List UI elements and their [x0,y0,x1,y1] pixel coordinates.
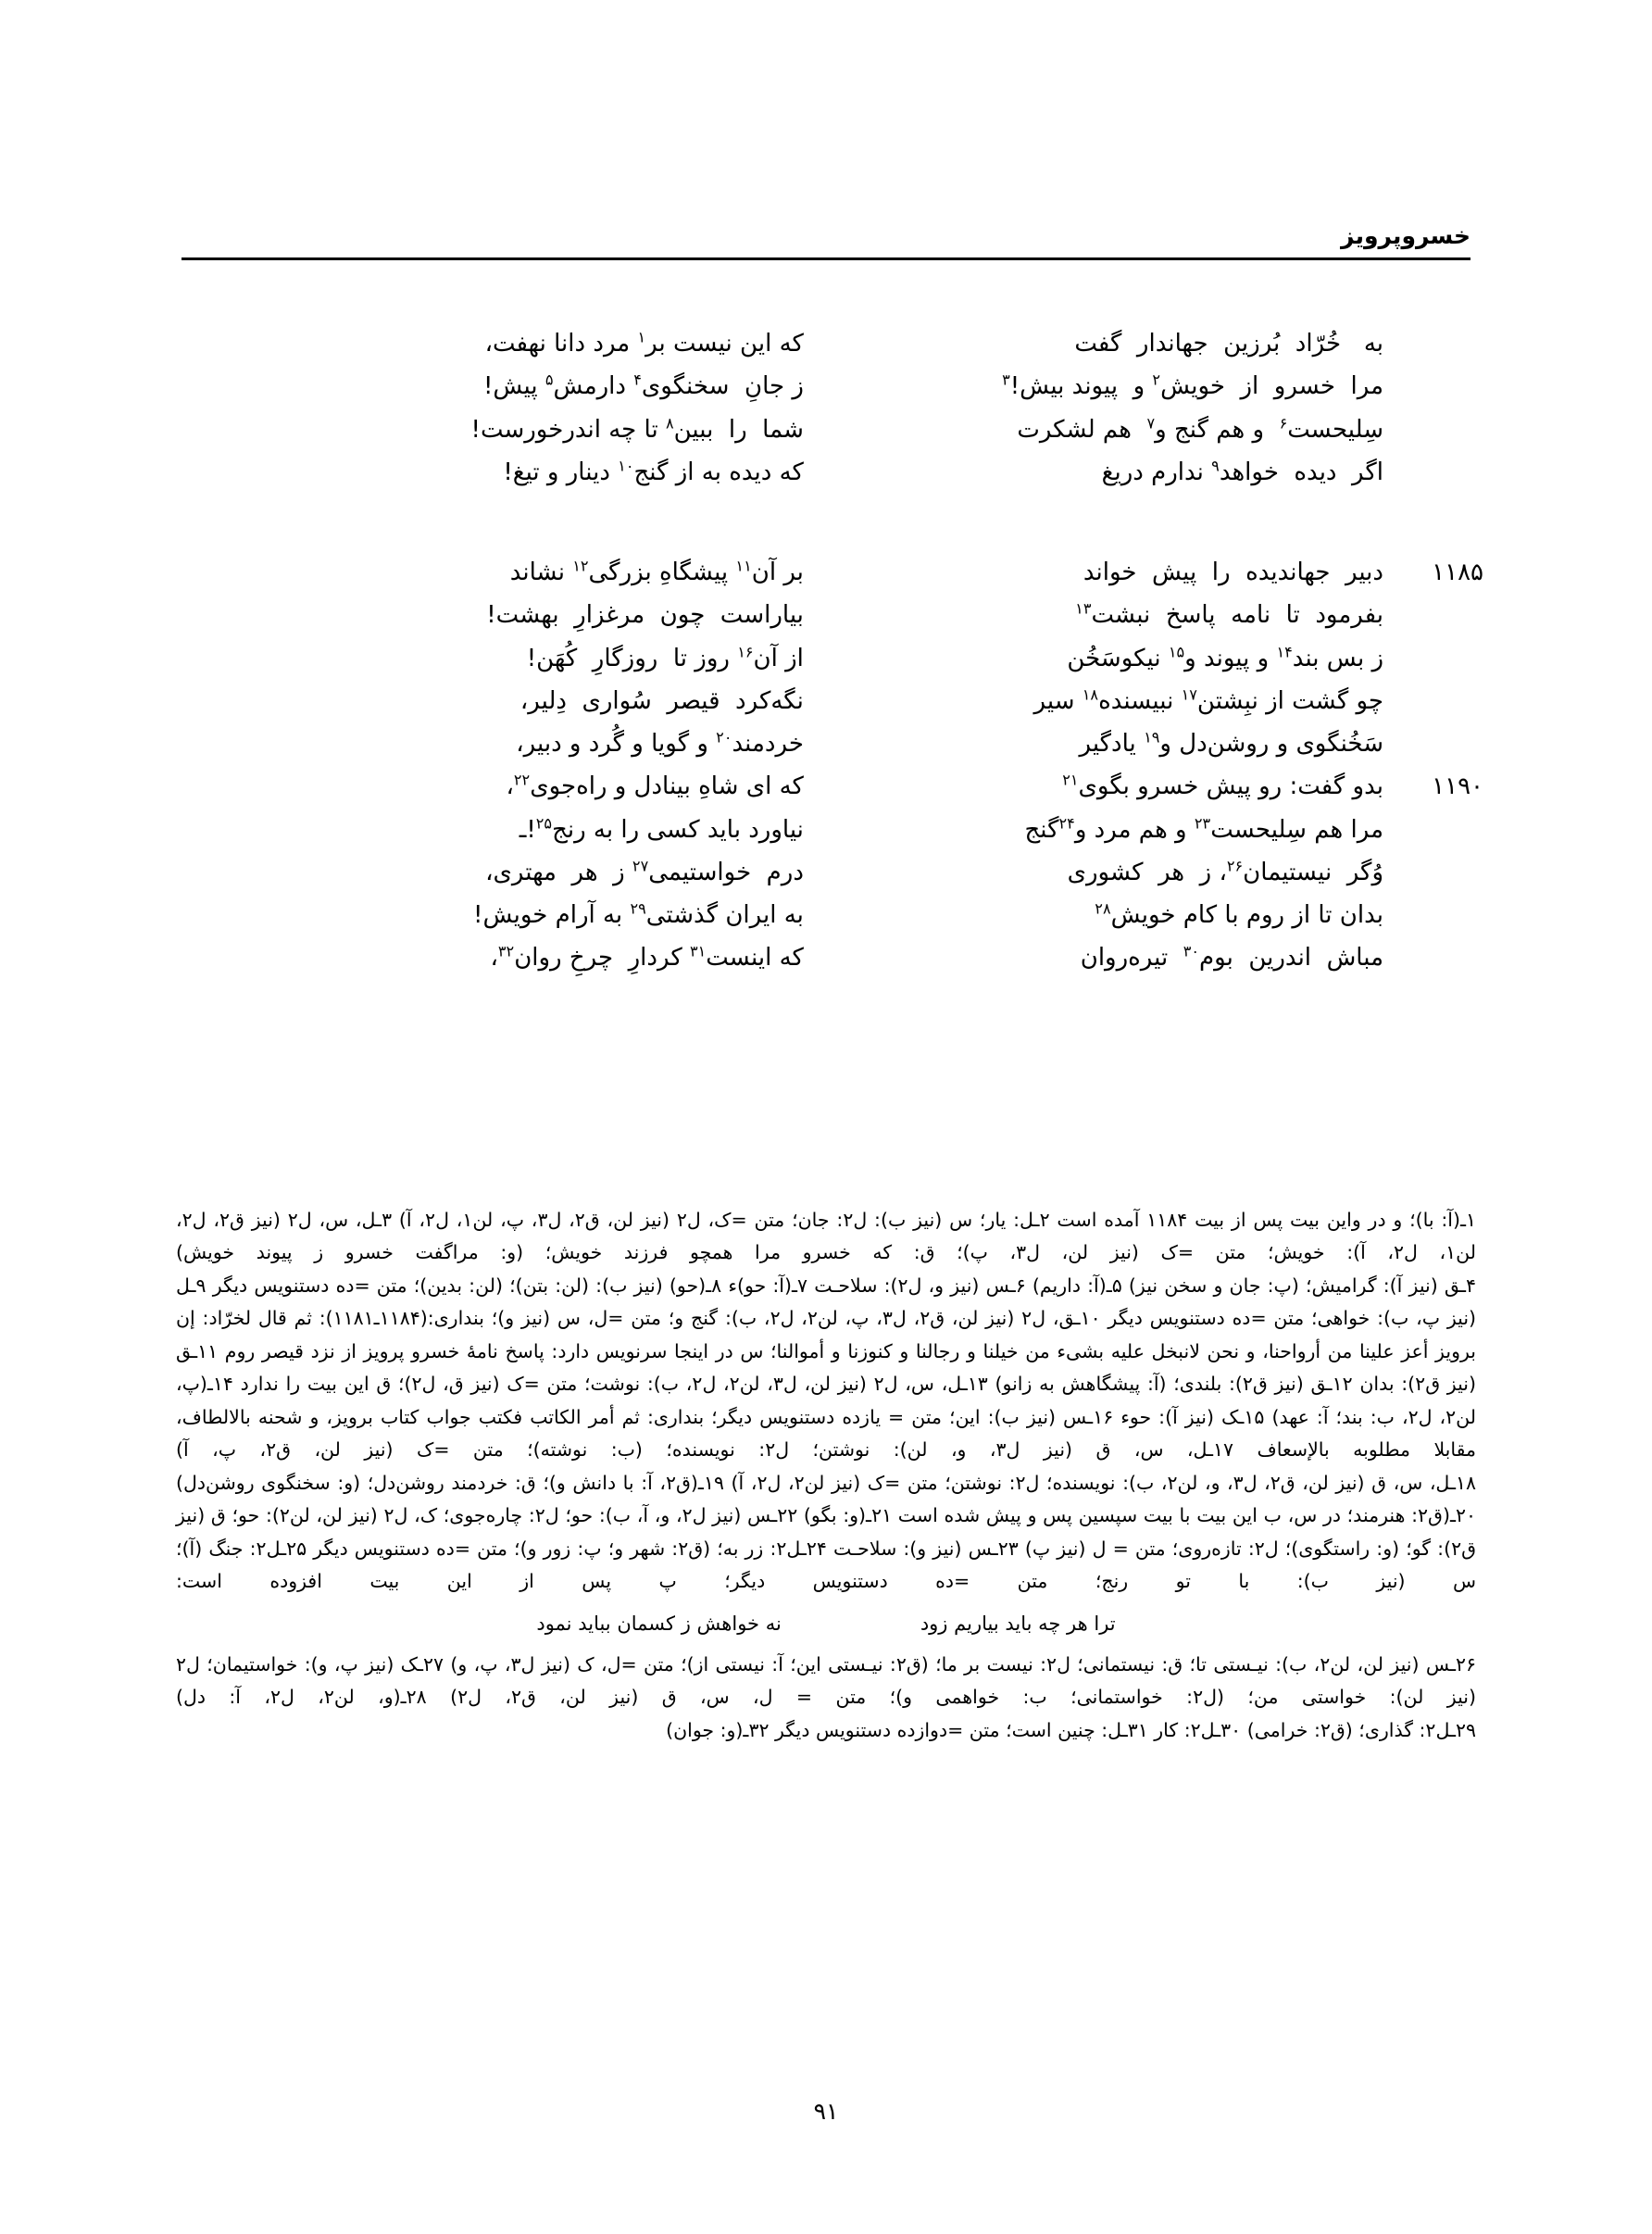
verse-line [848,551,1483,594]
verse-segment: اگر دیده خواهد$^۹$ ندارم دریغ [1101,457,1383,486]
verse-segment: مباش اندرین بوم$^{۳۰}$ تیره‌روان [1080,942,1383,973]
verse-line [848,451,1383,494]
verse-line [848,365,1383,408]
verse-line [269,722,804,765]
verse-line [269,765,804,808]
page-header [181,222,1471,263]
verse-segment: وُگر نیستیمان$^{۲۶}$، ز هر کشوری [1067,857,1383,886]
apparatus-paragraph: ۲۹ـل۲: گذاری؛ (ق۲: خرامی) ۳۰ـل۲: کار ۳۱ـل: چنین است؛ متن =دوازده دستنویس دیگر ۳۲ـ(و: جوان) [666,1718,1476,1741]
quoted-couplet-left: نه خواهش ز کسمان بباید نمود [536,1613,782,1636]
verse-line [269,680,804,722]
verse-segment: که دیده به از گنج$^{۱۰}$ دینار و تیغ! [503,457,804,486]
hemistich-column-right [848,322,1383,494]
verse-line [848,722,1383,765]
verse-segment: که ای شاهِ بینادل و راه‌جوی$^{۲۲}$، [506,771,804,801]
bayt-number: ۱۱۹۰ [1432,772,1483,801]
hemistich-column-right [848,551,1483,980]
verse-area [269,322,1483,1119]
verse-line [269,408,804,451]
verse-line [848,408,1383,451]
quoted-couplet [176,1607,1476,1640]
verse-line [269,594,804,636]
verse-line [269,637,804,680]
verse-line [269,365,804,408]
verse-segment: درم خواستیمی$^{۲۷}$ ز هر مهتری، [485,857,804,886]
verse-line [848,765,1483,808]
verse-segment: بدو گفت: رو پیش خسرو بگوی$^{۲۱}$ [1062,771,1383,801]
hemistich-column-left [269,322,804,494]
bayt-number: ۱۱۸۵ [1432,558,1483,587]
verse-line [269,936,804,979]
verse-segment: بفرمود تا نامه پاسخ نبشت$^{۱۳}$ [1075,599,1383,630]
apparatus-paragraph: ۱۸ـل، س، ق (نیز لن، ق۲، ل۳، و، لن۲، ب): نویسنده؛ ل۲: نوشتن؛ متن =ک (نیز لن۲، ل۲، آ) ۱۹ـ(ق۲، آ: با دانش و)؛ ق: خردمند روشن‌دل؛ (و: سخنگوی روشن‌دل) ۲۰ـ(ق۲: هنرمند؛ در س، ب این بیت با بیت سپسین پس و پیش شده است ۲۱ـ(و: بگو) ۲۲ـس (نیز ل۲، و، آ، ب): حو؛ ل۲: چاره‌جوی؛ ک، ل۲ (نیز لن، لن۲): حو؛ ق (نیز ق۲): گو؛ (و: راستگوی)؛ ل۲: تازه‌روی؛ متن = ل (نیز پ) ۲۳ـس (نیز و): سلاحـت ۲۴ـل۲: زر به؛ (ق۲: شهر و؛ پ: زور و)؛ متن =ده دستنویس دیگر ۲۵ـل۲: جنگ (آ)؛ س (نیز ب): با تو رنج؛ متن =ده دستنویس دیگر؛ پ پس از این بیت افزوده است: [176,1471,1477,1592]
verse-segment: سِلیحست$^۶$ و هم گنج و$^۷$ هم لشکرت [1017,413,1383,444]
verse-line [848,936,1383,979]
verse-segment: دبیر جهاندیده را پیش خواند [1083,558,1383,587]
verse-line [269,809,804,851]
verse-segment: به ایران گذشتی$^{۲۹}$ به آرام خویش! [473,899,804,930]
apparatus-paragraph: ۱ـ(آ: با)؛ و در واین بیت پس از بیت ۱۱۸۴ آمده است ۲ـل: یار؛ س (نیز ب): ل۲: جان؛ متن =ک، ل۲ (نیز لن، ق۲، ل۳، پ، لن۱، ل۲، آ) ۳ـل، س، ل۲ (نیز ق۲، ل۲، لن۱، ل۲، آ): خویش؛ متن =ک (نیز لن، ل۳، پ)؛ ق: که خسرو مرا همچو فرزند خویش؛ (و: مراگفت خسرو ز پیوند خویش) [176,1209,1477,1264]
verse-line [269,322,804,365]
page-number: ۹۱ [813,2098,839,2125]
verse-line [848,322,1383,365]
header-rule [181,257,1471,260]
verse-line [269,894,804,936]
verse-segment: که این نیست بر$^۱$ مرد دانا نهفت، [484,328,804,358]
verse-segment: بیاراست چون مرغزارِ بهشت! [486,601,804,630]
verse-segment: خردمند$^{۲۰}$ و گویا و گُرد و دبیر، [516,728,804,759]
verse-line [848,637,1383,680]
verse-line [848,680,1383,722]
verse-line [269,851,804,894]
verse-segment: که اینست$^{۳۱}$ کردارِ چرخِ روان$^{۳۲}$، [490,942,804,973]
stanza [269,322,1383,494]
verse-segment: از آن$^{۱۶}$ روز تا روزگارِ کُهَن! [526,642,804,672]
running-title: خسروپرویز [1341,222,1471,249]
verse-line [848,809,1383,851]
hemistich-column-left [269,551,804,980]
verse-segment: ز بس بند$^{۱۴}$ و پیوند و$^{۱۵}$ نیکوسَخُن [1067,642,1383,672]
verse-segment: مرا هم سِلیحست$^{۲۳}$ و هم مرد و$^{۲۴}$گنج [1024,814,1383,844]
verse-segment: نگه‌کرد قیصر سُواری دِلیر، [519,686,804,715]
apparatus-criticus [176,1204,1476,1747]
verse-segment: بدان تا از روم با کام خویش$^{۲۸}$ [1095,899,1383,930]
verse-line [269,551,804,594]
verse-segment: ز جانِ سخنگوی$^۴$ دارمش$^۵$ پیش! [482,370,804,401]
stanza [269,551,1483,980]
quoted-couplet-right: ترا هر چه باید بیاریم زود [920,1613,1116,1636]
verse-segment: شما را ببین$^۸$ تا چه اندرخورست! [470,413,804,444]
apparatus-paragraph: ۴ـق (نیز آ): گرامیش؛ (پ: جان و سخن نیز) ۵ـ(آ: داریم) ۶ـس (نیز و، ل۲): سلاحـت ۷ـ(آ: حو)ء ۸ـ(حو) (نیز ب): (لن: بتن)؛ (لن: بدین)؛ متن =ده دستنویس دیگر ۹ـل (نیز پ، ب): خواهی؛ متن =ده دستنویس دیگر ۱۰ـق، ل۲ (نیز لن، ق۲، ل۳، پ، لن۲، ل۲، ب): گنج و؛ متن =ل، س (نیز و)؛ بنداری:(۱۱۸۴ـ۱۱۸۱): ثم قال لخرّاد: إن برویز أعز علینا من أرواحنا، و نحن لانبخل علیه بشیء من خیلنا و رجالنا و کنوزنا و أموالنا؛ س در اینجا سرنویس دارد: پاسخ نامهٔ خسرو پرویز از نزد قیصر روم ۱۱ـق (نیز ق۲): بدان ۱۲ـق (نیز ق۲): بلندی؛ (آ: پیشگاهش به زانو) ۱۳ـل، س، ل۲ (نیز لن، ل۳، لن۲، ل۲، ب): نوشت؛ متن =ک (نیز ق، ل۲)؛ ق این بیت را ندارد ۱۴ـ(پ، لن۲، ل۲، ب: بند؛ آ: عهد) ۱۵ـک (نیز آ): حوء ۱۶ـس (نیز ب): این؛ متن = یازده دستنویس دیگر؛ بنداری: ثم أمر الکاتب فکتب جواب کتاب برویز، و شحنه بالالطاف، مقابلا مطلوبه بالإسعاف ۱۷ـل، س، ق (نیز ل۳، و، لن): نوشتن؛ ل۲: نویسنده؛ (ب: نوشته)؛ متن =ک (نیز لن، ق۲، پ، آ) [176,1274,1477,1462]
verse-line [269,451,804,494]
verse-segment: نیاورد باید کسی را به رنج$^{۲۵}$!ـ [519,814,804,844]
verse-line [848,894,1383,936]
verse-segment: به خُرّاد بُرزین جهاندار گفت [1074,330,1383,358]
verse-line [848,594,1383,636]
apparatus-paragraph: ۲۶ـس (نیز لن، لن۲، ب): نیـستی تا؛ ق: نیستمانی؛ ل۲: نیست بر ما؛ (ق۲: نیـستی این؛ آ: نیستی از)؛ متن =ل، ک (نیز ل۳، پ، و) ۲۷ـک (نیز پ، و): خواستیمان؛ ل۲ (نیز لن): خواستی من؛ (ل۲: خواستمانی؛ ب: خواهمی و)؛ متن = ل، س، ق (نیز لن، ق۲، ل۲) ۲۸ـ(و، لن۲، ل۲، آ: دل) [176,1652,1477,1709]
verse-segment: مرا خسرو از خویش$^۲$ و پیوند بیش!$^۳$ [1002,370,1383,401]
verse-segment: بر آن$^{۱۱}$ پیشگاهِ بزرگی$^{۱۲}$ نشاند [509,557,804,587]
verse-segment: سَخُنگوی و روشن‌دل و$^{۱۹}$ یادگیر [1079,728,1383,759]
verse-line [848,851,1383,894]
verse-segment: چو گشت از نبِشتن$^{۱۷}$ نبیسنده$^{۱۸}$ سیر [1033,685,1383,715]
